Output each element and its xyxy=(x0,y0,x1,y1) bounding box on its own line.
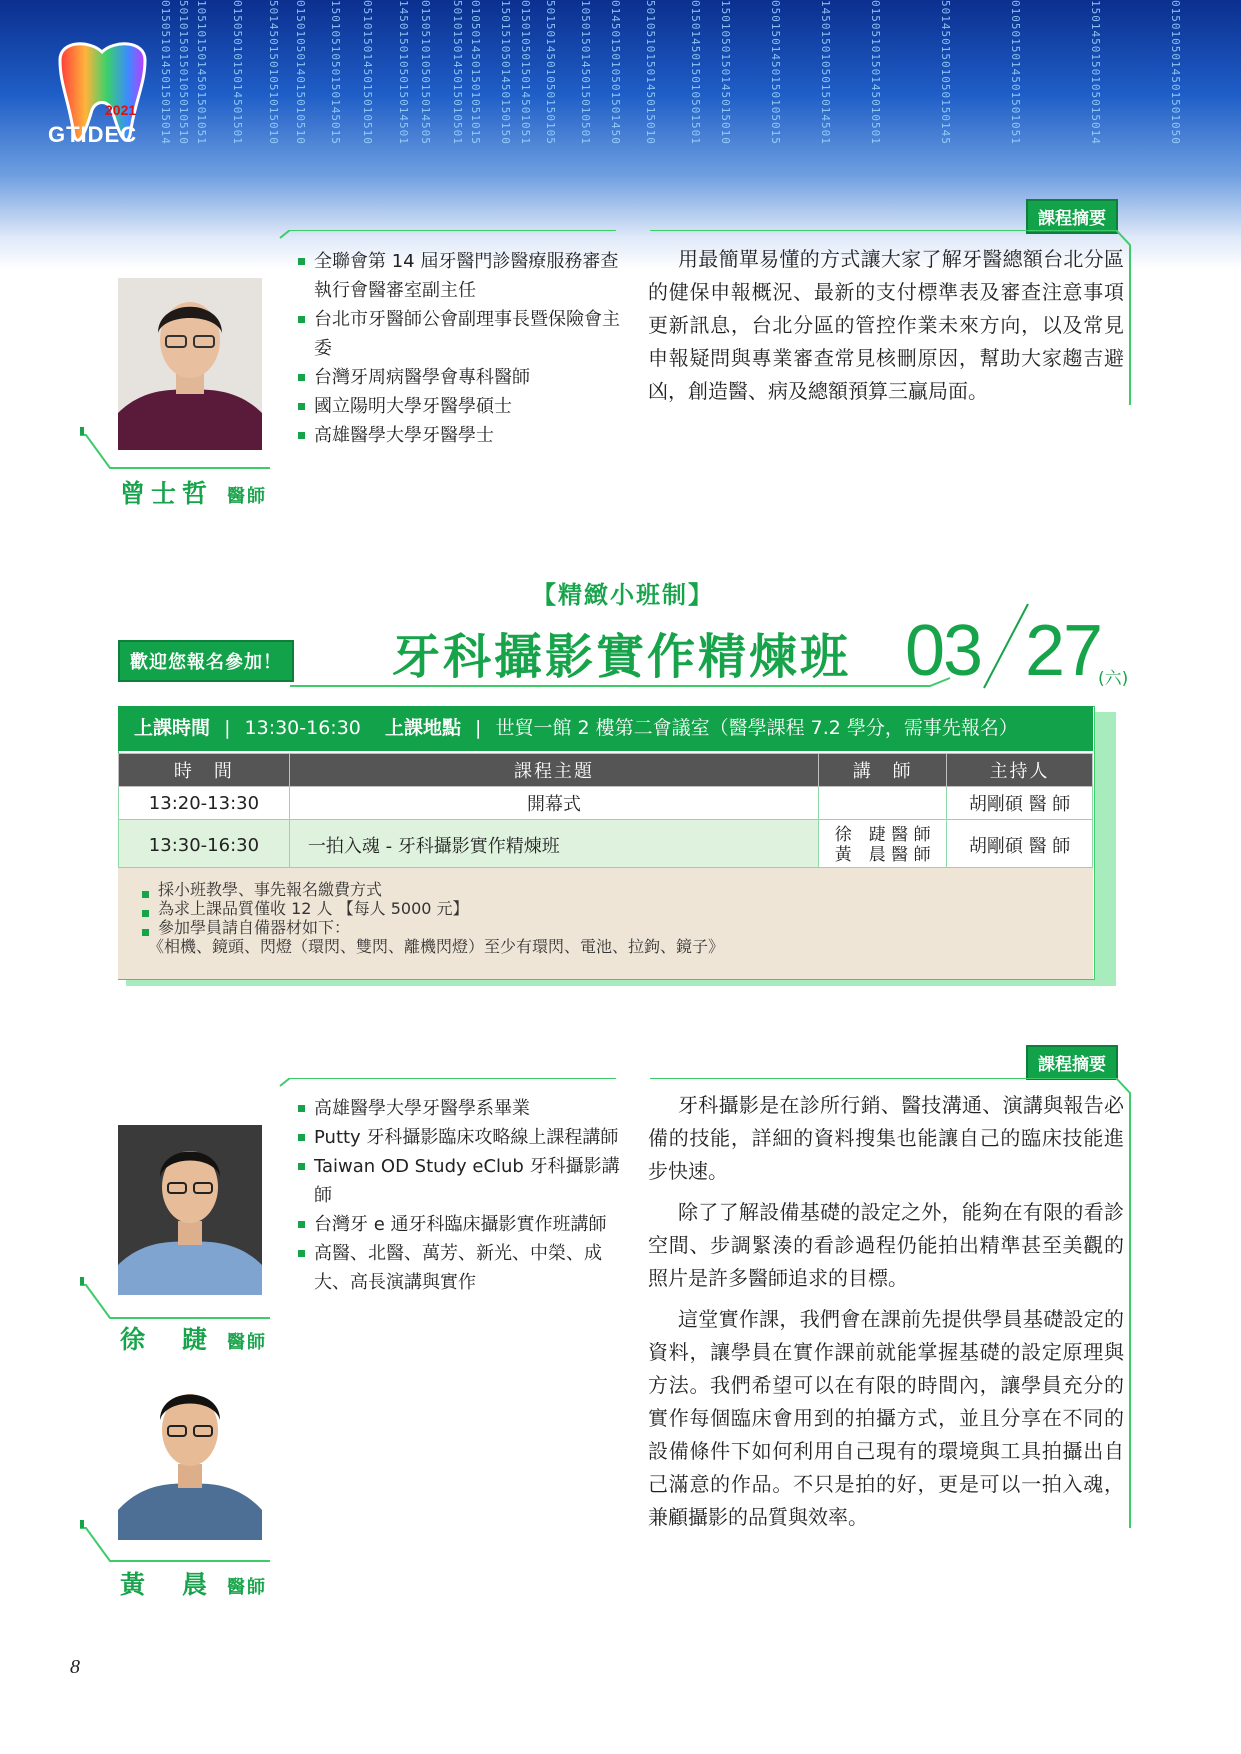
row-host: 胡剛碩 醫 師 xyxy=(947,820,1093,871)
table-row xyxy=(119,820,1093,871)
credential-item: 台北市牙醫師公會副理事長暨保險會主委 xyxy=(296,305,626,363)
place-value: 世貿一館 2 樓第二會議室（醫學課程 7.2 學分，需事先報名） xyxy=(495,717,1018,739)
row-topic: 開幕式 xyxy=(289,787,818,820)
speaker-name-hsu xyxy=(120,1320,267,1356)
page-number: 8 xyxy=(70,1656,80,1678)
speaker-photo-hsu xyxy=(118,1125,262,1295)
credential-item: 國立陽明大學牙醫學碩士 xyxy=(296,392,626,421)
speaker-line: 徐 踕 醫 師 xyxy=(834,825,931,845)
credential-item: 台灣牙周病醫學會專科醫師 xyxy=(296,363,626,392)
credential-item: 高醫、北醫、萬芳、新光、中榮、成大、高長演講與實作 xyxy=(296,1239,626,1297)
speaker-name-huang xyxy=(120,1565,267,1601)
course-subtitle: 【精緻小班制】 xyxy=(532,581,714,609)
schedule-header-bar: 上課時間 | 13:30-16:30 上課地點 | 世貿一館 2 樓第二會議室（醫學課程 7.2 學分，需事先報名） xyxy=(118,706,1093,751)
speaker-photo-huang xyxy=(118,1370,262,1540)
logo-text: GTIDEC xyxy=(48,122,138,147)
credentials-list-2 xyxy=(296,1094,626,1297)
speaker-line: 黃 晨 醫 師 xyxy=(834,845,931,865)
notes-box xyxy=(118,867,1093,979)
notes-list xyxy=(140,880,1093,956)
header-host: 主持人 xyxy=(947,754,1093,787)
summary-paragraph: 這堂實作課，我們會在課前先提供學員基礎設定的資料，讓學員在實作課前就能掌握基礎的設定原理與方法。我們希望可以在有限的時間內，讓學員充分的實作每個臨床會用到的拍攝方式，並且分享在不同的設備條件下如何利用自己現有的環境與工具拍攝出自己滿意的作品。不只是拍的好，更是可以一拍入魂，兼顧攝影的品質與效率。 xyxy=(648,1307,1124,1529)
welcome-badge: 歡迎您報名參加！ xyxy=(118,640,294,682)
date-day: 27 xyxy=(1025,611,1102,691)
schedule-table xyxy=(118,753,1093,871)
row-speaker xyxy=(819,787,947,820)
speaker-name: 曾士哲 xyxy=(120,479,214,508)
credential-item: Putty 牙科攝影臨床攻略線上課程講師 xyxy=(296,1123,626,1152)
summary-text-1: 用最簡單易懂的方式讓大家了解牙醫總額台北分區的健保申報概況、最新的支付標準表及審查注意事項更新訊息，台北分區的管控作業未來方向，以及常見申報疑問與專業審查常見核刪原因，幫助大家趨吉避凶，創造醫、病及總額預算三贏局面。 xyxy=(648,247,1124,403)
date-weekday: (六) xyxy=(1098,669,1129,689)
table-row xyxy=(119,787,1093,820)
credential-item: 高雄醫學大學牙醫學系畢業 xyxy=(296,1094,626,1123)
row-host: 胡剛碩 醫 師 xyxy=(947,787,1093,820)
speaker-title: 醫師 xyxy=(227,1332,268,1353)
speaker-title: 醫師 xyxy=(227,486,268,507)
credential-item: 台灣牙 e 通牙科臨床攝影實作班講師 xyxy=(296,1210,626,1239)
note-item: 《相機、鏡頭、閃燈（環閃、雙閃、離機閃燈）至少有環閃、電池、拉鉤、鏡子》 xyxy=(148,937,725,956)
note-item: 為求上課品質僅收 12 人 【每人 5000 元】 xyxy=(140,899,1093,918)
row-time: 13:30-16:30 xyxy=(119,820,290,871)
title-underline xyxy=(260,640,1120,690)
summary-tag-1: 課程摘要 xyxy=(1026,199,1118,234)
place-label: 上課地點 xyxy=(384,717,461,739)
row-time: 13:20-13:30 xyxy=(119,787,290,820)
date-month: 03 xyxy=(905,611,982,691)
row-speakers xyxy=(819,820,947,871)
credential-item: 全聯會第 14 屆牙醫門診醫療服務審查執行會醫審室副主任 xyxy=(296,247,626,305)
speaker-name: 黃 晨 xyxy=(120,1570,214,1599)
note-item: 採小班教學、事先報名繳費方式 xyxy=(140,880,1093,899)
header-banner: 0150510145015015014 5010150150105010510 1051015014501501051 0150501015014501501 5014501501051015010 0150105014015010510 1501051050150145015 0510150145015010510 1450150105015014501 0150510105015014505 5010150145015010501 0105014501501051015 1501510501450150150 0150105015014501051 5015014501050150105 1050150145015010501 0145015010501501450 5010510150145015010 0150145015010501501 1501050150145015010 0501501450150105015 1450150105015014501 0150510150145010501 5014501501050150145 0105015014501501051 1501450150105015014 0150105014501501050 xyxy=(0,0,1241,270)
time-value: 13:30-16:30 xyxy=(244,717,361,739)
credentials-list-1 xyxy=(296,247,626,450)
summary-paragraph: 除了了解設備基礎的設定之外，能夠在有限的看診空間、步調緊湊的看診過程仍能拍出精準甚至美觀的照片是許多醫師追求的目標。 xyxy=(648,1200,1124,1290)
speaker-name: 徐 踕 xyxy=(120,1325,214,1354)
header-topic: 課程主題 xyxy=(289,754,818,787)
note-item: 參加學員請自備器材如下： xyxy=(140,918,1093,937)
course-title: 牙科攝影實作精煉班 xyxy=(392,629,852,685)
summary-tag-2: 課程摘要 xyxy=(1026,1045,1118,1080)
header-speaker: 講 師 xyxy=(819,754,947,787)
table-header-row xyxy=(119,754,1093,787)
header-time: 時 間 xyxy=(119,754,290,787)
logo-year: 2021 xyxy=(105,102,137,118)
speaker-title: 醫師 xyxy=(227,1577,268,1598)
summary-paragraph: 牙科攝影是在診所行銷、醫技溝通、演講與報告必備的技能，詳細的資料搜集也能讓自己的臨床技能進步快速。 xyxy=(648,1093,1124,1183)
time-label: 上課時間 xyxy=(134,717,211,739)
speaker-name-tseng xyxy=(120,474,267,510)
row-topic: 一拍入魂 - 牙科攝影實作精煉班 xyxy=(289,820,818,871)
summary-text-2 xyxy=(648,1089,1124,1534)
credential-item: 高雄醫學大學牙醫學士 xyxy=(296,421,626,450)
speaker-photo-tseng xyxy=(118,278,262,450)
credential-item: Taiwan OD Study eClub 牙科攝影講師 xyxy=(296,1152,626,1210)
